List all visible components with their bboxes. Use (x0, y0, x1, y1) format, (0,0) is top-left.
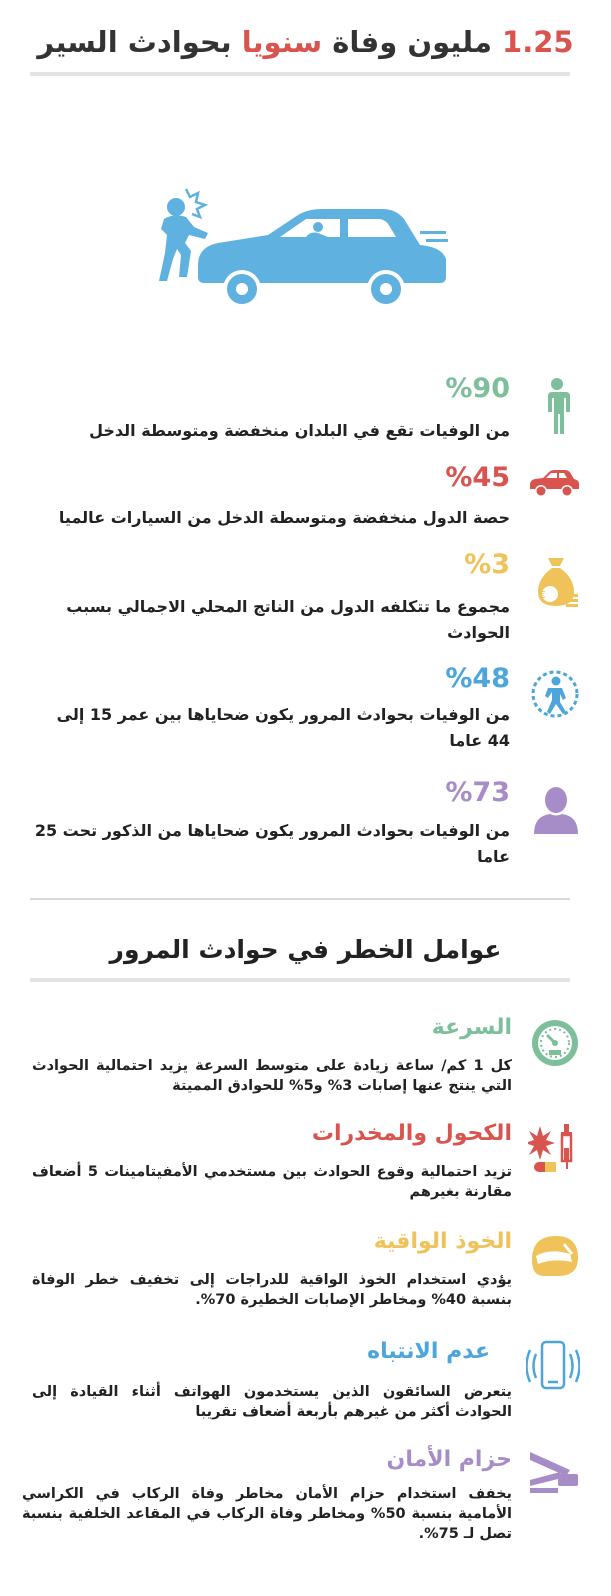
stat-text: من الوفيات بحوادث المرور يكون ضحاياها من الذكور تحت 25 عاما (34, 821, 510, 866)
title-part-1: مليون وفاة (332, 25, 492, 59)
money-bag-icon (534, 556, 580, 608)
risk-section-title: عوامل الخطر في حوادث المرور (109, 935, 502, 964)
risk-text: يتعرض السائقون الذين يستخدمون الهواتف أثناء القيادة إلى الحوادث أكثر من غيرهم بأربعة أضعاف تقريبا (32, 1384, 512, 1420)
title-part-2: بحوادث السير (37, 25, 232, 59)
stat-value: %90 (445, 373, 510, 404)
risk-text: تزيد احتمالية وقوع الحوادث بين مستخدمي الأمفيتامينات 5 أضعاف مقارنة بغيرهم (32, 1164, 512, 1200)
risk-factor (30, 1226, 580, 1326)
car-pedestrian-icon (150, 185, 460, 310)
stat-text: من الوفيات بحوادث المرور يكون ضحاياها بين عمر 15 إلى 44 عاما (56, 705, 510, 750)
risk-title: الكحول والمخدرات (311, 1121, 512, 1146)
risk-text: كل 1 كم/ ساعة زيادة على متوسط السرعة يزيد احتمالية الحوادث التي ينتج عنها إصابات 3% و5% للحوادق المميتة (32, 1058, 512, 1094)
risk-title: الخوذ الواقية (373, 1229, 512, 1254)
page-title (0, 22, 611, 62)
risk-factor (30, 1118, 580, 1218)
car-icon (528, 469, 580, 499)
risk-title: حزام الأمان (386, 1447, 512, 1472)
injured-person-icon (530, 668, 580, 720)
stat-item (30, 548, 580, 648)
section-divider (30, 898, 570, 900)
risk-factor (22, 1444, 580, 1584)
stat-item (30, 662, 580, 762)
stat-value: %73 (445, 777, 510, 808)
drugs-syringe-icon (528, 1122, 580, 1176)
stat-text: حصة الدول منخفضة ومتوسطة الدخل من السيارات عالميا (58, 508, 510, 527)
risk-factor (30, 1012, 580, 1112)
accident-illustration (150, 185, 460, 310)
risk-title: السرعة (431, 1015, 512, 1040)
top-divider (30, 72, 570, 76)
helmet-icon (528, 1234, 580, 1278)
risk-divider (30, 978, 570, 982)
person-standing-icon (540, 378, 574, 436)
speedometer-icon (530, 1018, 580, 1068)
risk-title: عدم الانتباه (367, 1339, 490, 1364)
stat-value: %45 (445, 462, 510, 493)
svg-text:€: € (539, 590, 546, 601)
risk-factor (30, 1336, 580, 1436)
title-number: 1.25 (502, 25, 574, 59)
stat-value: %48 (445, 663, 510, 694)
phone-vibrate-icon (526, 1336, 580, 1396)
stat-item (30, 461, 580, 541)
title-highlight: سنويا (241, 25, 323, 59)
stat-item (30, 372, 580, 452)
stat-text: من الوفيات تقع في البلدان منخفضة ومتوسطة الدخل (89, 421, 510, 440)
male-user-icon (532, 784, 580, 834)
stat-item (30, 776, 580, 876)
stat-value: %3 (464, 549, 510, 580)
stat-text: مجموع ما تتكلفه الدول من الناتج المحلي الاجمالي بسبب الحوادث (66, 597, 510, 642)
risk-text: يؤدي استخدام الخوذ الواقية للدراجات إلى تخفيف خطر الوفاة بنسبة 40% ومخاطر الإصابات الخطيرة 70%. (32, 1272, 512, 1308)
risk-text: يخفف استخدام حزام الأمان مخاطر وفاة الركاب في الكراسي الأمامية بنسبة 50% ومخاطر وفاة الركاب في المقاعد الخلفية بنسبة تصل لـ 75%. (22, 1486, 513, 1542)
seatbelt-icon (528, 1450, 580, 1496)
